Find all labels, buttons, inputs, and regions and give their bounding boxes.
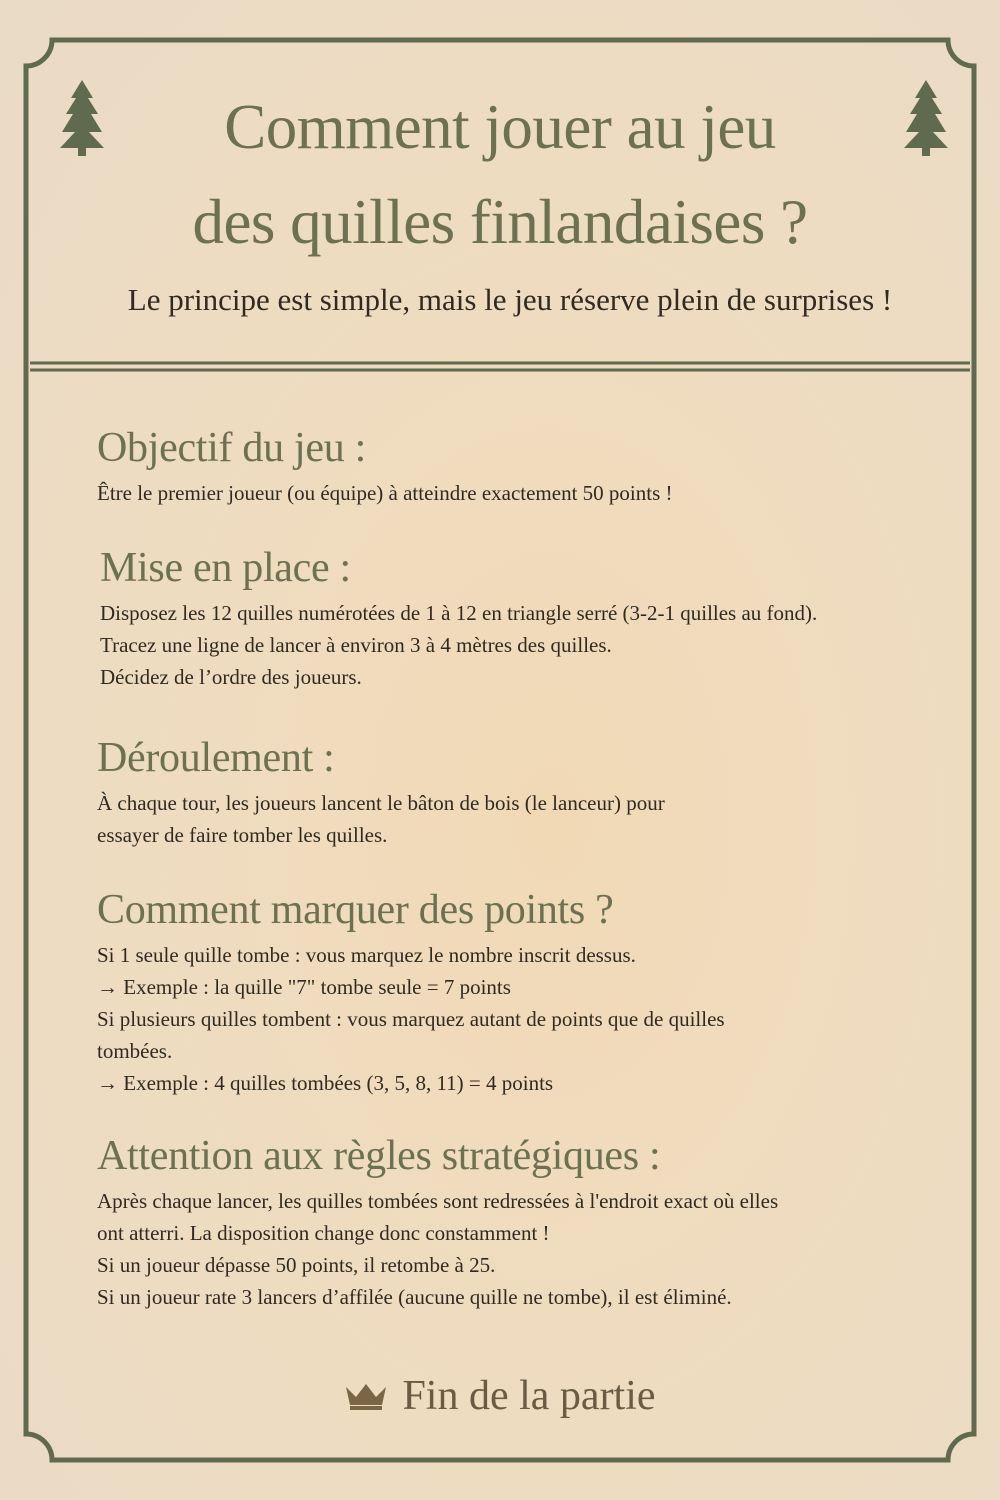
- section-line: Être le premier joueur (ou équipe) à atteindre exactement 50 points !: [97, 481, 673, 506]
- section-line: essayer de faire tomber les quilles.: [97, 823, 388, 848]
- section-heading: Attention aux règles stratégiques :: [97, 1133, 661, 1179]
- section-line: Disposez les 12 quilles numérotées de 1 à 12 en triangle serré (3-2-1 quilles au fond).: [100, 601, 818, 626]
- section-line: Si plusieurs quilles tombent : vous marquez autant de points que de quilles: [97, 1007, 725, 1032]
- title-line: Comment jouer au jeu: [224, 92, 776, 162]
- page-title: [90, 80, 910, 269]
- section-regles: [97, 1133, 947, 1313]
- section-line: Si un joueur dépasse 50 points, il retombe à 25.: [97, 1253, 496, 1278]
- section-line: → Exemple : 4 quilles tombées (3, 5, 8, 11) = 4 points: [97, 1071, 554, 1096]
- section-line: Tracez une ligne de lancer à environ 3 à 4 mètres des quilles.: [100, 633, 612, 658]
- section-heading: Mise en place :: [100, 545, 351, 591]
- section-line: Après chaque lancer, les quilles tombées sont redressées à l'endroit exact où elles: [97, 1189, 779, 1214]
- section-line: ont atterri. La disposition change donc constamment !: [97, 1221, 550, 1246]
- section-line: Décidez de l’ordre des joueurs.: [100, 665, 362, 690]
- section-points: [97, 887, 947, 1099]
- section-heading: Objectif du jeu :: [97, 425, 366, 471]
- title-line: des quilles finlandaises ?: [192, 186, 808, 257]
- section-line: Si 1 seule quille tombe : vous marquez le nombre inscrit dessus.: [97, 943, 636, 968]
- section-line: → Exemple : la quille "7" tombe seule = 7 points: [97, 975, 511, 1000]
- section-deroulement: [97, 735, 947, 851]
- section-objectif: [97, 425, 947, 509]
- section-heading: Déroulement :: [97, 735, 335, 781]
- subtitle: Le principe est simple, mais le jeu réserve plein de surprises !: [127, 282, 893, 317]
- section-heading: Comment marquer des points ?: [97, 887, 614, 933]
- footer: [0, 1372, 1000, 1420]
- footer-label: Fin de la partie: [402, 1373, 656, 1419]
- crown-icon: [344, 1381, 388, 1411]
- section-line: Si un joueur rate 3 lancers d’affilée (aucune quille ne tombe), il est éliminé.: [97, 1285, 732, 1310]
- section-line: tombées.: [97, 1039, 173, 1064]
- section-line: À chaque tour, les joueurs lancent le bâton de bois (le lanceur) pour: [97, 791, 665, 816]
- section-mise-en-place: [100, 545, 950, 693]
